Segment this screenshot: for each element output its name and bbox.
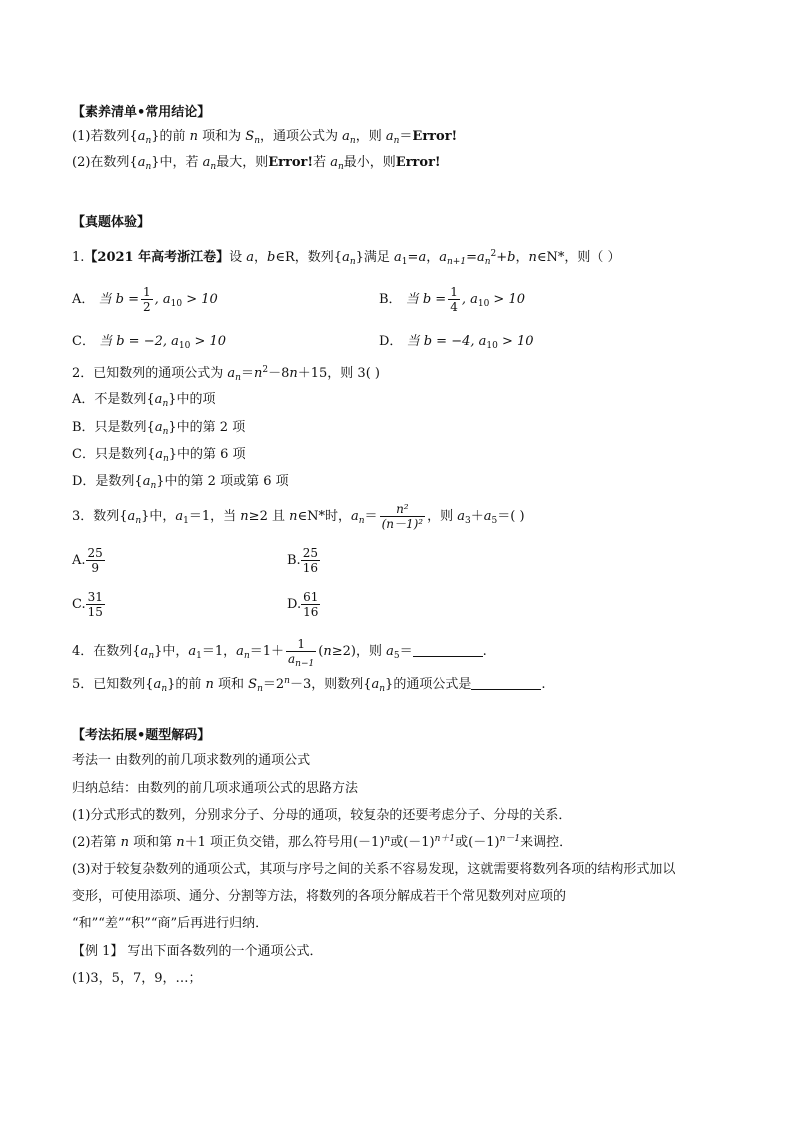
- text: a: [342, 129, 350, 144]
- method-one-title: 考法一 由数列的前几项求数列的通项公式: [72, 753, 311, 768]
- text: a: [137, 129, 146, 144]
- text: a: [155, 447, 163, 462]
- question-3-stem: [72, 502, 525, 531]
- text: 当 b = −4, a: [406, 334, 487, 349]
- conclusion-2: [72, 154, 441, 172]
- text: 设: [229, 250, 247, 265]
- text: ，: [254, 250, 268, 265]
- text: .: [482, 644, 487, 659]
- option-label: C．: [72, 334, 95, 349]
- text: 1.: [72, 250, 85, 265]
- text: 10: [170, 299, 183, 309]
- text: n: [379, 684, 386, 694]
- text: ≥2)，则: [331, 644, 387, 659]
- text: ∈R，数列{: [275, 250, 343, 265]
- error-field: Error!: [395, 155, 441, 170]
- text: n: [162, 399, 169, 409]
- text: 项和: [213, 677, 249, 692]
- text: b: [267, 250, 276, 265]
- text: 5: [491, 516, 498, 526]
- text: －3，则数列{: [289, 677, 372, 692]
- text: n: [145, 136, 152, 146]
- text: }中的项: [168, 392, 216, 407]
- text: a: [342, 250, 350, 265]
- option-label: B.: [287, 553, 301, 568]
- text: n: [358, 516, 365, 526]
- text: ＝1＋: [249, 644, 285, 659]
- text: +: [496, 250, 508, 265]
- text: n+1: [446, 257, 467, 267]
- text: }中的第 2 项: [168, 420, 246, 435]
- text: a: [418, 250, 427, 265]
- text: n: [150, 481, 157, 491]
- text: ＝1，: [201, 644, 237, 659]
- text: (2)在数列{: [72, 155, 138, 170]
- text: ，通项公式为: [260, 129, 343, 144]
- question-3-option-d[interactable]: [287, 590, 320, 619]
- section-title-real-exams: 【真题体验】: [72, 215, 151, 230]
- text: =: [407, 250, 419, 265]
- text: n: [349, 136, 356, 146]
- text: 1: [196, 651, 202, 661]
- text: a: [385, 129, 394, 144]
- text: C．只是数列{: [72, 447, 156, 462]
- text: n: [384, 834, 391, 844]
- text: ＋: [470, 509, 484, 524]
- text: n: [323, 644, 332, 659]
- text: 3．数列{: [72, 509, 128, 524]
- denominator: 16: [302, 561, 318, 575]
- text: (: [318, 644, 324, 659]
- text: (1)若数列{: [72, 129, 138, 144]
- text: }满足: [355, 250, 395, 265]
- text: }中的第 2 项或第 6 项: [156, 474, 289, 489]
- text: > 10: [497, 334, 534, 349]
- numerator: 1: [450, 285, 458, 299]
- fraction: [448, 285, 460, 314]
- text: n: [243, 651, 250, 661]
- text: ，: [426, 250, 440, 265]
- text: ∈N*时，: [297, 509, 351, 524]
- numerator: n²: [380, 502, 426, 517]
- text: ＝1，当: [188, 509, 241, 524]
- text: a: [476, 250, 485, 265]
- text: }中，若: [151, 155, 203, 170]
- text: ＝: [240, 366, 254, 381]
- denominator: a: [288, 652, 296, 666]
- error-field: Error!: [268, 155, 314, 170]
- text: ，则: [427, 509, 458, 524]
- text: a: [202, 155, 211, 170]
- example-1-title: 【例 1】 写出下面各数列的一个通项公式．: [72, 944, 323, 959]
- text: a: [142, 474, 151, 489]
- method-point-3-line-1: (3)对于较复杂数列的通项公式，其项与序号之间的关系不容易发现，这就需要将数列各项的结构形式加以: [72, 862, 676, 877]
- text: a: [371, 677, 380, 692]
- text: D．是数列{: [72, 474, 143, 489]
- method-point-3-line-2: 变形，可使用添项、通分、分割等方法，将数列的各项分解成若干个常见数列对应项的: [72, 889, 567, 904]
- text: 若: [313, 155, 331, 170]
- text: 1: [183, 516, 189, 526]
- text: n: [135, 516, 142, 526]
- text: ＝: [364, 509, 378, 524]
- method-point-2: [72, 834, 572, 852]
- question-2-option-b[interactable]: [72, 419, 245, 437]
- text: 5: [393, 651, 400, 661]
- text: S: [248, 677, 258, 692]
- text: a: [483, 509, 492, 524]
- text: a: [350, 509, 359, 524]
- option-label: A.: [72, 553, 86, 568]
- text: .: [541, 677, 546, 692]
- text: a: [153, 677, 162, 692]
- text: (2)若第: [72, 835, 121, 850]
- question-4: [72, 637, 487, 669]
- question-2-option-a[interactable]: [72, 391, 216, 409]
- text: ，: [515, 250, 529, 265]
- fraction: [301, 590, 320, 619]
- text: a: [386, 644, 394, 659]
- question-1-stem: [72, 249, 621, 267]
- error-field: Error!: [412, 129, 458, 144]
- text: n: [210, 162, 217, 172]
- text: a: [154, 420, 163, 435]
- text: a: [236, 644, 244, 659]
- text: }的通项公式是: [385, 677, 472, 692]
- question-3-option-a[interactable]: [72, 546, 105, 575]
- text: a: [188, 644, 197, 659]
- text: a: [140, 644, 149, 659]
- fraction: [301, 546, 320, 575]
- question-1-option-c[interactable]: [72, 333, 226, 351]
- text: n＋1: [434, 834, 456, 844]
- text: 或(－1): [390, 835, 435, 850]
- text: n−1: [295, 659, 315, 669]
- text: n: [148, 651, 155, 661]
- text: a: [330, 155, 338, 170]
- question-2-stem: [72, 365, 380, 383]
- text: n: [254, 136, 260, 146]
- text: ＝( ): [497, 509, 525, 524]
- text: －8: [268, 366, 290, 381]
- text: n: [289, 509, 298, 524]
- denominator: (n－1)²: [381, 517, 424, 531]
- text: a: [439, 250, 447, 265]
- denominator: 4: [450, 300, 458, 314]
- text: }中，: [141, 509, 176, 524]
- numerator: 25: [87, 546, 103, 560]
- text: n: [235, 373, 241, 383]
- text: ＋1 项正负交错，那么符号用(－1): [184, 835, 385, 850]
- fraction: [141, 285, 153, 314]
- text: A．不是数列{: [72, 392, 155, 407]
- text: > 10: [182, 292, 218, 307]
- text: 当 b =: [405, 292, 447, 307]
- text: a: [246, 250, 255, 265]
- text: 1: [401, 257, 408, 267]
- option-label: D．: [379, 334, 403, 349]
- text: n: [528, 250, 537, 265]
- option-label: A．: [72, 292, 95, 307]
- question-1-option-d[interactable]: [379, 333, 534, 351]
- text: n: [337, 162, 344, 172]
- text: a: [394, 250, 402, 265]
- text: }中的第 6 项: [168, 447, 246, 462]
- method-point-1: (1)分式形式的数列，分别求分子、分母的通项，较复杂的还要考虑分子、分母的关系．: [72, 808, 572, 823]
- text: n: [162, 427, 169, 437]
- question-3-option-c[interactable]: [72, 590, 105, 619]
- text: ＋15，则 3( ): [297, 366, 380, 381]
- text: 5．已知数列{: [72, 677, 154, 692]
- section-title-common-conclusions: 【素养清单•常用结论】: [72, 105, 211, 120]
- text: 当 b =: [98, 292, 140, 307]
- text: a: [127, 509, 136, 524]
- text: 10: [477, 299, 490, 309]
- text: , a: [461, 292, 478, 307]
- text: a: [175, 509, 184, 524]
- text: , a: [154, 292, 171, 307]
- text: b: [507, 250, 516, 265]
- text: 来调控．: [520, 835, 573, 850]
- denominator: 9: [91, 561, 99, 575]
- text: 最小，则: [343, 155, 396, 170]
- text: n: [257, 684, 263, 694]
- answer-blank[interactable]: [471, 677, 541, 690]
- text: n: [253, 366, 263, 381]
- text: a: [137, 155, 146, 170]
- numerator: 61: [303, 590, 319, 604]
- text: n: [161, 684, 168, 694]
- fraction: [86, 546, 105, 575]
- text: a: [227, 366, 236, 381]
- text: 2: [262, 365, 269, 375]
- fraction: [380, 502, 426, 531]
- text: 2．已知数列的通项公式为: [72, 366, 228, 381]
- question-5: [72, 676, 545, 694]
- answer-blank[interactable]: [413, 644, 483, 657]
- text: }的前: [151, 129, 190, 144]
- section-title-method-expansion: 【考法拓展•题型解码】: [72, 728, 211, 743]
- text: n: [176, 835, 185, 850]
- text: n: [240, 509, 249, 524]
- text: > 10: [489, 292, 525, 307]
- option-label: B．: [379, 292, 402, 307]
- example-1-item-1: (1)3，5，7，9，…；: [72, 971, 202, 986]
- text: 项和为: [198, 129, 246, 144]
- question-1-option-a[interactable]: [72, 285, 218, 314]
- fraction: [86, 590, 105, 619]
- text: 4．在数列{: [72, 644, 141, 659]
- fraction: [286, 637, 316, 669]
- text: 10: [486, 341, 498, 351]
- text: a: [457, 509, 466, 524]
- text: n: [484, 257, 491, 267]
- denominator: 16: [303, 605, 319, 619]
- method-point-3-line-3: “和”“差”“积”“商”后再进行归纳．: [72, 916, 269, 931]
- text: n: [120, 835, 129, 850]
- text: ∈N*，则（ ）: [536, 250, 621, 265]
- question-source: 【2021 年高考浙江卷】: [84, 250, 230, 265]
- text: }的前: [167, 677, 206, 692]
- question-2-option-d[interactable]: [72, 473, 289, 491]
- text: 最大，则: [216, 155, 269, 170]
- text: n: [289, 366, 298, 381]
- text: }中，: [154, 644, 189, 659]
- question-1-option-b[interactable]: [379, 285, 525, 314]
- conclusion-1: [72, 128, 457, 146]
- text: a: [154, 392, 163, 407]
- text: 3: [465, 516, 471, 526]
- text: n: [162, 454, 169, 464]
- text: B．只是数列{: [72, 420, 155, 435]
- text: ≥2 且: [248, 509, 290, 524]
- numerator: 31: [87, 590, 103, 604]
- text: n: [145, 162, 152, 172]
- text: ＝2: [262, 677, 285, 692]
- question-3-option-b[interactable]: [287, 546, 320, 575]
- text: 或(－1): [455, 835, 500, 850]
- text: =: [466, 250, 477, 265]
- summary-title: 归纳总结：由数列的前几项求通项公式的思路方法: [72, 781, 359, 796]
- denominator: 15: [87, 605, 103, 619]
- text: ＝: [399, 129, 413, 144]
- text: n: [205, 677, 214, 692]
- option-label: D.: [287, 597, 302, 612]
- text: n: [349, 257, 356, 267]
- text: ，则: [355, 129, 386, 144]
- text: 当 b = −2, a: [99, 334, 179, 349]
- question-2-option-c[interactable]: [72, 446, 246, 464]
- text: 2: [490, 249, 497, 259]
- text: ＝: [399, 644, 413, 659]
- text: 项和第: [128, 835, 177, 850]
- numerator: 1: [143, 285, 151, 299]
- numerator: 25: [302, 546, 318, 560]
- text: n: [393, 136, 400, 146]
- option-label: C.: [72, 597, 86, 612]
- text: n: [189, 129, 199, 144]
- text: n: [284, 676, 290, 686]
- text: > 10: [190, 334, 227, 349]
- text: S: [245, 129, 255, 144]
- text: 10: [178, 341, 191, 351]
- denominator: 2: [143, 300, 151, 314]
- text: n－1: [499, 834, 521, 844]
- numerator: 1: [286, 637, 316, 652]
